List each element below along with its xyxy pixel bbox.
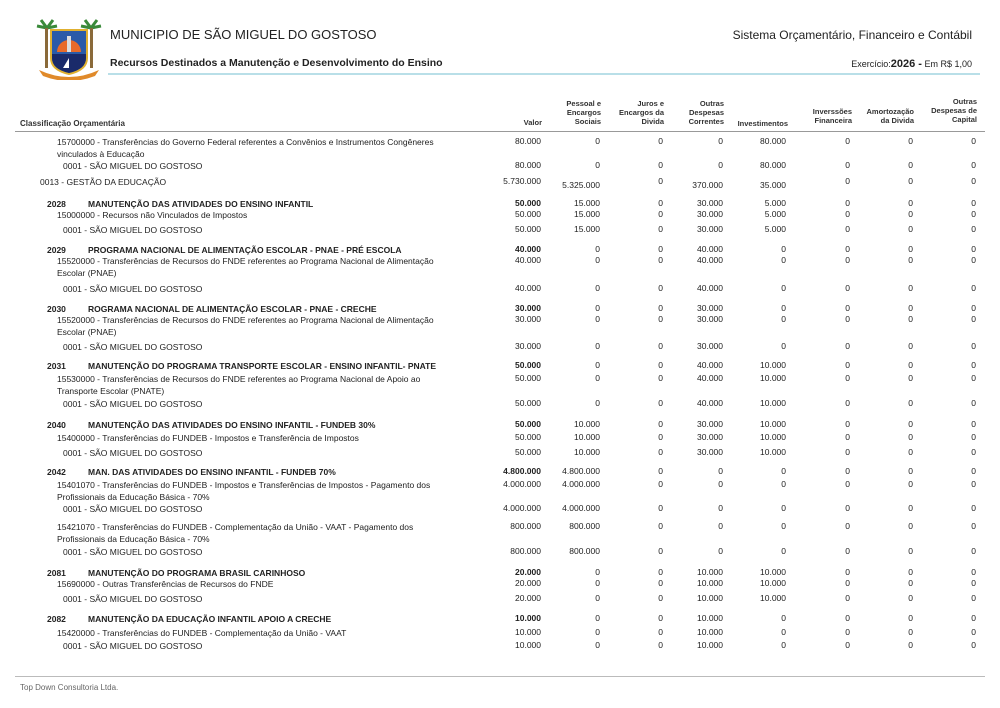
cell-value: 800.000	[569, 521, 600, 531]
cell-value: 10.000	[515, 640, 541, 650]
footer-divider	[15, 676, 985, 677]
cell-value: 30.000	[697, 432, 723, 442]
fiscal-year-label: Exercício:	[851, 59, 891, 69]
action-code: 2040	[47, 420, 66, 430]
cell-value: 10.000	[574, 432, 600, 442]
cell-value: 30.000	[697, 303, 723, 313]
cell-value: 0	[595, 244, 600, 254]
cell-value: 50.000	[515, 432, 541, 442]
cell-value: 0	[845, 503, 850, 513]
cell-value: 0	[971, 578, 976, 588]
cell-value: 0	[971, 419, 976, 429]
cell-value: 10.000	[697, 593, 723, 603]
cell-value: 50.000	[515, 360, 541, 370]
cell-value: 0	[971, 613, 976, 623]
cell-value: 0	[845, 176, 850, 186]
cell-value: 0	[971, 176, 976, 186]
cell-value: 10.000	[760, 432, 786, 442]
cell-value: 0	[658, 479, 663, 489]
cell-value: 0	[971, 255, 976, 265]
col-header-amortizacao: Amortozação da Divida	[866, 107, 914, 125]
cell-value: 15.000	[574, 198, 600, 208]
cell-value: 0	[971, 479, 976, 489]
cell-value: 4.000.000	[503, 479, 541, 489]
fiscal-year	[851, 58, 972, 70]
cell-value: 0	[908, 640, 913, 650]
cell-value: 0	[658, 578, 663, 588]
cell-value: 50.000	[515, 198, 541, 208]
cell-value: 0	[718, 546, 723, 556]
footer-company: Top Down Consultoria Ltda.	[20, 683, 119, 692]
cell-value: 0	[908, 160, 913, 170]
cell-value: 20.000	[515, 567, 541, 577]
row-description: 15420000 - Transferências do FUNDEB - Complementação da União - VAAT	[57, 628, 347, 638]
cell-value: 0	[845, 627, 850, 637]
cell-value: 30.000	[697, 209, 723, 219]
cell-value: 0	[845, 447, 850, 457]
cell-value: 0	[718, 136, 723, 146]
cell-value: 40.000	[515, 255, 541, 265]
cell-value: 4.800.000	[562, 466, 600, 476]
cell-value: 50.000	[515, 398, 541, 408]
row-description: 15520000 - Transferências de Recursos do FNDE referentes ao Programa Nacional de Alimentação Escolar (PNAE)	[57, 256, 434, 278]
cell-value: 0	[658, 373, 663, 383]
cell-value: 10.000	[760, 398, 786, 408]
cell-value: 370.000	[692, 180, 723, 190]
cell-value: 0	[658, 521, 663, 531]
cell-value: 5.000	[764, 198, 786, 208]
cell-value: 10.000	[760, 373, 786, 383]
cell-value: 0	[845, 640, 850, 650]
cell-value: 0	[781, 521, 786, 531]
row-description: 15401070 - Transferências do FUNDEB - Impostos e Transferências de Impostos - Pagamento dos Profissionais da Educação Básica - 70%	[57, 480, 431, 502]
cell-value: 0	[658, 160, 663, 170]
cell-value: 80.000	[515, 136, 541, 146]
cell-value: 0	[971, 209, 976, 219]
cell-value: 0	[845, 244, 850, 254]
cell-value: 0	[908, 209, 913, 219]
cell-value: 15.000	[574, 224, 600, 234]
cell-value: 10.000	[515, 627, 541, 637]
col-header-pessoal: Pessoal e Encargos Sociais	[566, 99, 601, 126]
cell-value: 0	[595, 303, 600, 313]
cell-value: 0	[595, 373, 600, 383]
cell-value: 0	[595, 640, 600, 650]
cell-value: 0	[781, 546, 786, 556]
row-description: 15000000 - Recursos não Vinculados de Impostos	[57, 210, 248, 220]
cell-value: 0	[658, 627, 663, 637]
cell-value: 0	[781, 303, 786, 313]
cell-value: 0	[845, 198, 850, 208]
cell-value: 0	[908, 546, 913, 556]
cell-value: 0	[908, 176, 913, 186]
cell-value: 0	[908, 341, 913, 351]
cell-value: 0	[595, 341, 600, 351]
cell-value: 40.000	[697, 255, 723, 265]
cell-value: 10.000	[697, 613, 723, 623]
cell-value: 0	[971, 314, 976, 324]
cell-value: 0	[908, 283, 913, 293]
action-code: 2031	[47, 361, 66, 371]
row-description: 0001 - SÃO MIGUEL DO GOSTOSO	[63, 641, 203, 651]
cell-value: 0	[908, 255, 913, 265]
cell-value: 40.000	[515, 244, 541, 254]
cell-value: 0	[658, 567, 663, 577]
row-description: 0001 - SÃO MIGUEL DO GOSTOSO	[63, 547, 203, 557]
cell-value: 10.000	[760, 567, 786, 577]
cell-value: 0	[908, 521, 913, 531]
cell-value: 0	[908, 593, 913, 603]
row-description: PROGRAMA NACIONAL DE ALIMENTAÇÃO ESCOLAR - PNAE - PRÉ ESCOLA	[88, 245, 402, 255]
cell-value: 0	[908, 303, 913, 313]
cell-value: 0	[781, 640, 786, 650]
row-description: MANUTENÇÃO DAS ATIVIDADES DO ENSINO INFANTIL - FUNDEB 30%	[88, 420, 376, 430]
cell-value: 0	[971, 398, 976, 408]
cell-value: 0	[971, 627, 976, 637]
cell-value: 0	[845, 419, 850, 429]
cell-value: 0	[908, 373, 913, 383]
cell-value: 0	[595, 360, 600, 370]
municipality-name: MUNICIPIO DE SÃO MIGUEL DO GOSTOSO	[110, 27, 377, 42]
cell-value: 0	[781, 314, 786, 324]
cell-value: 0	[718, 466, 723, 476]
cell-value: 0	[971, 160, 976, 170]
cell-value: 0	[658, 613, 663, 623]
cell-value: 0	[971, 432, 976, 442]
cell-value: 10.000	[760, 447, 786, 457]
row-description: 0001 - SÃO MIGUEL DO GOSTOSO	[63, 594, 203, 604]
cell-value: 0	[845, 546, 850, 556]
cell-value: 0	[658, 303, 663, 313]
cell-value: 0	[595, 613, 600, 623]
row-description: 0001 - SÃO MIGUEL DO GOSTOSO	[63, 504, 203, 514]
cell-value: 800.000	[510, 546, 541, 556]
cell-value: 0	[845, 209, 850, 219]
cell-value: 0	[845, 314, 850, 324]
cell-value: 30.000	[697, 314, 723, 324]
cell-value: 5.325.000	[562, 180, 600, 190]
cell-value: 0	[845, 432, 850, 442]
cell-value: 0	[845, 136, 850, 146]
municipal-coat-of-arms-logo	[33, 18, 105, 80]
cell-value: 0	[971, 224, 976, 234]
cell-value: 0	[908, 627, 913, 637]
cell-value: 0	[595, 136, 600, 146]
cell-value: 0	[845, 373, 850, 383]
cell-value: 0	[658, 466, 663, 476]
system-name: Sistema Orçamentário, Financeiro e Contábil	[732, 28, 972, 42]
cell-value: 0	[595, 567, 600, 577]
cell-value: 0	[971, 593, 976, 603]
action-code: 2030	[47, 304, 66, 314]
cell-value: 0	[658, 314, 663, 324]
cell-value: 0	[971, 341, 976, 351]
cell-value: 0	[658, 341, 663, 351]
row-description: 15690000 - Outras Transferências de Recursos do FNDE	[57, 579, 274, 589]
cell-value: 0	[658, 198, 663, 208]
cell-value: 0	[845, 466, 850, 476]
cell-value: 10.000	[515, 613, 541, 623]
cell-value: 10.000	[574, 419, 600, 429]
cell-value: 0	[908, 136, 913, 146]
row-description: 0013 - GESTÃO DA EDUCAÇÃO	[40, 177, 167, 187]
cell-value: 0	[658, 255, 663, 265]
header-divider	[108, 73, 980, 75]
cell-value: 40.000	[515, 283, 541, 293]
cell-value: 0	[971, 447, 976, 457]
col-header-classificacao: Classificação Orçamentária	[20, 119, 125, 128]
cell-value: 0	[595, 283, 600, 293]
cell-value: 0	[971, 360, 976, 370]
cell-value: 0	[595, 160, 600, 170]
cell-value: 0	[781, 627, 786, 637]
cell-value: 30.000	[515, 341, 541, 351]
cell-value: 0	[781, 466, 786, 476]
cell-value: 10.000	[697, 578, 723, 588]
cell-value: 5.000	[764, 224, 786, 234]
cell-value: 50.000	[515, 209, 541, 219]
cell-value: 800.000	[569, 546, 600, 556]
cell-value: 0	[595, 578, 600, 588]
row-description: 0001 - SÃO MIGUEL DO GOSTOSO	[63, 225, 203, 235]
cell-value: 0	[908, 447, 913, 457]
cell-value: 0	[658, 224, 663, 234]
cell-value: 0	[781, 244, 786, 254]
cell-value: 80.000	[760, 160, 786, 170]
row-description: 15421070 - Transferências do FUNDEB - Complementação da União - VAAT - Pagamento dos Profissionais da Educação Básica - 70%	[57, 522, 414, 544]
cell-value: 30.000	[697, 224, 723, 234]
cell-value: 0	[908, 613, 913, 623]
cell-value: 5.730.000	[503, 176, 541, 186]
cell-value: 40.000	[697, 283, 723, 293]
cell-value: 0	[971, 244, 976, 254]
row-description: 15530000 - Transferências de Recursos do FNDE referentes ao Programa Nacional de Apoio ao Transporte Escolar (PNATE)	[57, 374, 421, 396]
row-description: 15520000 - Transferências de Recursos do FNDE referentes ao Programa Nacional de Alimentação Escolar (PNAE)	[57, 315, 434, 337]
cell-value: 0	[845, 521, 850, 531]
fiscal-year-value: 2026 -	[890, 58, 922, 70]
cell-value: 0	[845, 613, 850, 623]
cell-value: 0	[718, 479, 723, 489]
cell-value: 0	[908, 419, 913, 429]
cell-value: 30.000	[697, 341, 723, 351]
cell-value: 0	[845, 479, 850, 489]
cell-value: 0	[845, 398, 850, 408]
cell-value: 0	[595, 314, 600, 324]
cell-value: 40.000	[697, 398, 723, 408]
cell-value: 0	[781, 341, 786, 351]
cell-value: 0	[845, 303, 850, 313]
cell-value: 30.000	[515, 303, 541, 313]
cell-value: 0	[845, 341, 850, 351]
cell-value: 80.000	[515, 160, 541, 170]
action-code: 2082	[47, 614, 66, 624]
row-description: 0001 - SÃO MIGUEL DO GOSTOSO	[63, 342, 203, 352]
cell-value: 0	[718, 160, 723, 170]
cell-value: 0	[845, 224, 850, 234]
col-header-correntes: Outras Despesas Correntes	[688, 99, 724, 126]
cell-value: 0	[971, 198, 976, 208]
cell-value: 0	[845, 360, 850, 370]
col-header-inversoes: Inverssões Financeira	[812, 107, 852, 125]
cell-value: 0	[971, 303, 976, 313]
cell-value: 10.000	[760, 419, 786, 429]
row-description: 15700000 - Transferências do Governo Federal referentes a Convênios e Instrumentos Congêneres vinculados à Educação	[57, 137, 434, 159]
cell-value: 0	[658, 447, 663, 457]
row-description: MANUTENÇÃO DA EDUCAÇÃO INFANTIL APOIO A CRECHE	[88, 614, 332, 624]
cell-value: 4.000.000	[562, 503, 600, 513]
cell-value: 15.000	[574, 209, 600, 219]
cell-value: 0	[908, 432, 913, 442]
cell-value: 0	[658, 419, 663, 429]
cell-value: 0	[658, 244, 663, 254]
cell-value: 0	[595, 593, 600, 603]
cell-value: 30.000	[697, 419, 723, 429]
cell-value: 0	[595, 255, 600, 265]
cell-value: 0	[908, 198, 913, 208]
col-header-valor: Valor	[523, 118, 542, 127]
cell-value: 0	[845, 567, 850, 577]
cell-value: 0	[595, 398, 600, 408]
cell-value: 0	[658, 176, 663, 186]
cell-value: 0	[781, 255, 786, 265]
cell-value: 0	[658, 398, 663, 408]
cell-value: 0	[908, 398, 913, 408]
col-header-juros: Juros e Encargos da Divida	[618, 99, 664, 126]
cell-value: 80.000	[760, 136, 786, 146]
row-description: 15400000 - Transferências do FUNDEB - Impostos e Transferência de Impostos	[57, 433, 359, 443]
cell-value: 0	[908, 360, 913, 370]
action-code: 2042	[47, 467, 66, 477]
cell-value: 40.000	[697, 373, 723, 383]
cell-value: 0	[908, 567, 913, 577]
cell-value: 0	[845, 255, 850, 265]
cell-value: 30.000	[697, 198, 723, 208]
row-description: 0001 - SÃO MIGUEL DO GOSTOSO	[63, 161, 203, 171]
cell-value: 0	[971, 373, 976, 383]
cell-value: 0	[658, 283, 663, 293]
cell-value: 50.000	[515, 419, 541, 429]
cell-value: 0	[971, 546, 976, 556]
cell-value: 0	[845, 160, 850, 170]
row-description: MANUTENÇÃO DO PROGRAMA BRASIL CARINHOSO	[88, 568, 306, 578]
row-description: MAN. DAS ATIVIDADES DO ENSINO INFANTIL - FUNDEB 70%	[88, 467, 336, 477]
col-header-capital: Outras Despesas de Capital	[931, 97, 977, 124]
cell-value: 0	[845, 593, 850, 603]
row-description: ROGRAMA NACIONAL DE ALIMENTAÇÃO ESCOLAR - PNAE - CRECHE	[88, 304, 377, 314]
cell-value: 0	[908, 578, 913, 588]
cell-value: 0	[908, 314, 913, 324]
cell-value: 0	[658, 360, 663, 370]
cell-value: 0	[658, 503, 663, 513]
row-description: 0001 - SÃO MIGUEL DO GOSTOSO	[63, 284, 203, 294]
cell-value: 0	[908, 224, 913, 234]
cell-value: 5.000	[764, 209, 786, 219]
cell-value: 50.000	[515, 224, 541, 234]
cell-value: 4.800.000	[503, 466, 541, 476]
row-description: MANUTENÇÃO DO PROGRAMA TRANSPORTE ESCOLAR - ENSINO INFANTIL- PNATE	[88, 361, 437, 371]
cell-value: 0	[908, 244, 913, 254]
cell-value: 0	[971, 466, 976, 476]
cell-value: 0	[781, 613, 786, 623]
cell-value: 0	[971, 136, 976, 146]
cell-value: 0	[845, 283, 850, 293]
cell-value: 0	[971, 567, 976, 577]
cell-value: 10.000	[760, 578, 786, 588]
cell-value: 0	[781, 503, 786, 513]
cell-value: 0	[971, 503, 976, 513]
table-header-divider	[15, 131, 985, 132]
cell-value: 0	[845, 578, 850, 588]
cell-value: 0	[658, 640, 663, 650]
cell-value: 40.000	[697, 360, 723, 370]
cell-value: 0	[781, 283, 786, 293]
cell-value: 0	[908, 466, 913, 476]
cell-value: 40.000	[697, 244, 723, 254]
cell-value: 0	[595, 627, 600, 637]
cell-value: 0	[718, 521, 723, 531]
cell-value: 20.000	[515, 593, 541, 603]
cell-value: 10.000	[697, 640, 723, 650]
cell-value: 0	[908, 503, 913, 513]
cell-value: 20.000	[515, 578, 541, 588]
cell-value: 0	[658, 136, 663, 146]
cell-value: 4.000.000	[503, 503, 541, 513]
action-code: 2028	[47, 199, 66, 209]
col-header-investimentos: Investimentos	[737, 119, 788, 128]
cell-value: 4.000.000	[562, 479, 600, 489]
action-code: 2029	[47, 245, 66, 255]
cell-value: 0	[971, 283, 976, 293]
cell-value: 30.000	[515, 314, 541, 324]
cell-value: 10.000	[760, 593, 786, 603]
cell-value: 0	[971, 521, 976, 531]
cell-value: 0	[658, 546, 663, 556]
cell-value: 0	[971, 640, 976, 650]
cell-value: 10.000	[574, 447, 600, 457]
cell-value: 10.000	[697, 627, 723, 637]
cell-value: 0	[718, 503, 723, 513]
row-description: MANUTENÇÃO DAS ATIVIDADES DO ENSINO INFANTIL	[88, 199, 314, 209]
cell-value: 0	[781, 479, 786, 489]
report-title: Recursos Destinados a Manutenção e Desenvolvimento do Ensino	[110, 57, 443, 69]
cell-value: 0	[658, 209, 663, 219]
cell-value: 800.000	[510, 521, 541, 531]
action-code: 2081	[47, 568, 66, 578]
cell-value: 0	[908, 479, 913, 489]
cell-value: 10.000	[760, 360, 786, 370]
cell-value: 50.000	[515, 373, 541, 383]
row-description: 0001 - SÃO MIGUEL DO GOSTOSO	[63, 448, 203, 458]
currency-unit: Em R$ 1,00	[924, 59, 972, 69]
cell-value: 0	[658, 593, 663, 603]
cell-value: 30.000	[697, 447, 723, 457]
cell-value: 35.000	[760, 180, 786, 190]
cell-value: 50.000	[515, 447, 541, 457]
cell-value: 0	[658, 432, 663, 442]
row-description: 0001 - SÃO MIGUEL DO GOSTOSO	[63, 399, 203, 409]
cell-value: 10.000	[697, 567, 723, 577]
